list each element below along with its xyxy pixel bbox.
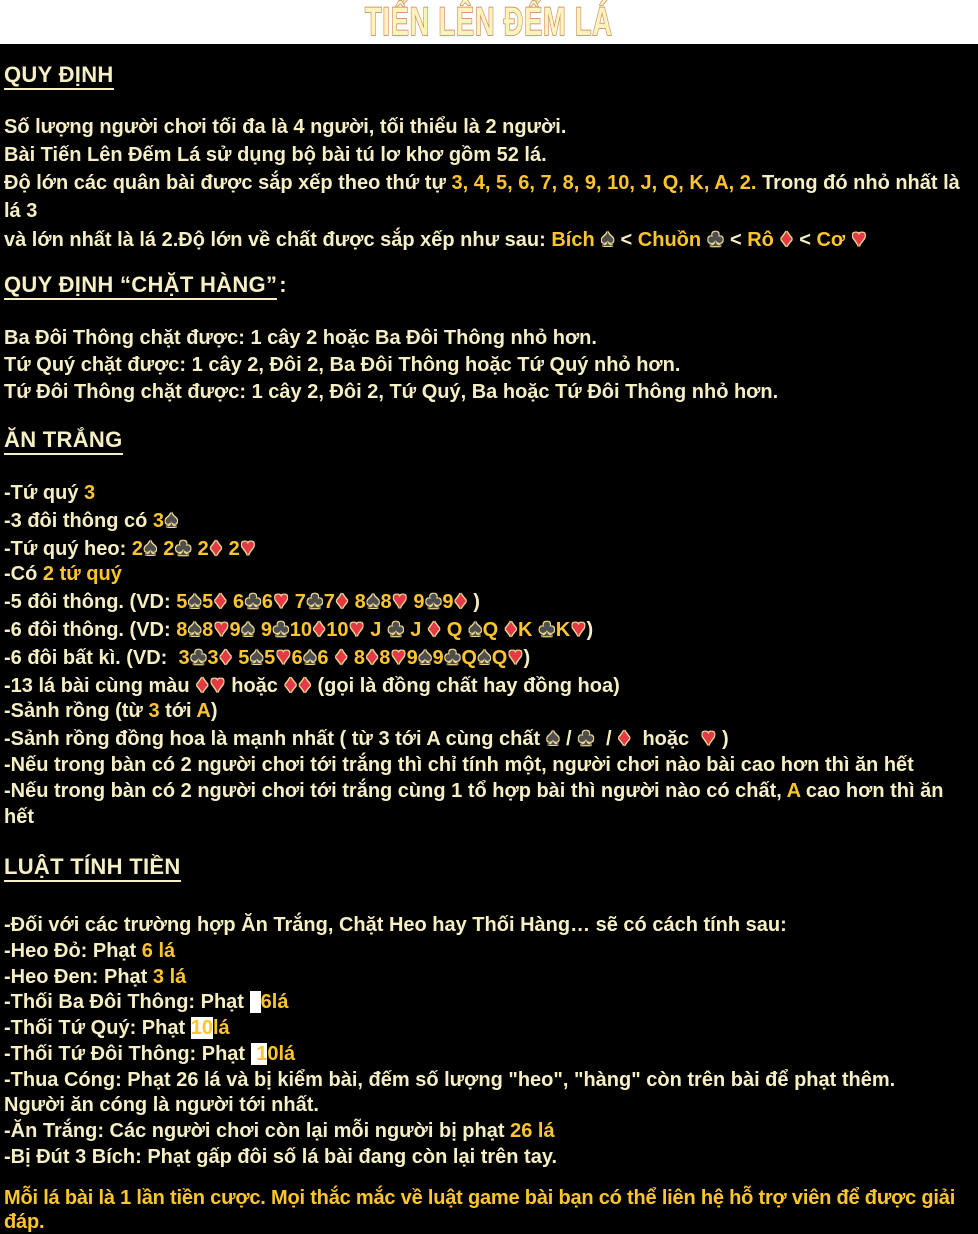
spade-icon: ♠ <box>250 642 264 670</box>
text-run: -Đối với các trường hợp Ăn Trắng, Chặt Heo hay Thối Hàng… sẽ có cách tính sau: <box>4 914 787 937</box>
heart-icon: ♥ <box>214 614 229 642</box>
text-run: -Heo Đỏ: Phạt <box>4 940 142 963</box>
text-run: 7 <box>289 591 306 614</box>
text-run: 5 <box>176 591 188 614</box>
heart-icon: ♥ <box>210 670 225 698</box>
text-run: K <box>555 618 571 641</box>
text-run: cao hơn thì ăn hết <box>4 779 950 828</box>
heart-icon: ♥ <box>274 587 289 615</box>
text-run: -Nếu trong bàn có 2 người chơi tới trắng cùng 1 tổ hợp bài thì người nào có chất, <box>4 779 787 802</box>
spade-icon: ♠ <box>477 642 491 670</box>
text-run: 6 lá <box>141 940 176 963</box>
text-run: 9 <box>229 618 241 641</box>
text-run: ) <box>523 646 531 669</box>
rule-line <box>4 562 978 588</box>
section-luat-tinh-tien <box>4 854 978 1170</box>
text-run: 3 <box>148 700 160 723</box>
diamond-icon: ♦ <box>219 642 232 670</box>
club-icon: ♣ <box>190 642 207 670</box>
diamond-icon: ♦ <box>366 642 379 670</box>
text-run: -Heo Đen: Phạt <box>4 965 153 988</box>
diamond-icon: ♦ <box>298 670 311 698</box>
text-run: 3 <box>152 509 164 532</box>
diamond-icon: ♦ <box>284 670 297 698</box>
text-run: 8 <box>176 618 188 641</box>
section-heading-suffix: : <box>279 272 287 297</box>
section-body <box>4 325 978 406</box>
diamond-icon: ♦ <box>504 614 518 642</box>
rule-line <box>4 1068 978 1094</box>
text-run: 10 <box>326 618 349 641</box>
highlighted-number: 10 <box>190 1017 213 1040</box>
text-run: -Tứ quý <box>4 482 85 504</box>
rule-line <box>4 535 978 563</box>
text-run: 3 <box>84 482 96 504</box>
text-run: Tứ Quý chặt được: 1 cây 2, Đôi 2, Ba Đôi Thông hoặc Tứ Quý nhỏ hơn. <box>4 354 681 376</box>
footer-note: Mỗi lá bài là 1 lần tiền cược. Mọi thắc mắc về luật game bài bạn có thể liên hệ hỗ trợ viên để được giải đáp. <box>4 1187 956 1234</box>
rule-line <box>4 352 978 379</box>
highlighted-number: 1 <box>250 1042 268 1065</box>
text-run: 5 <box>264 646 276 669</box>
text-run: Q <box>441 618 468 641</box>
section-quy-dinh-chat-hang <box>4 272 978 406</box>
text-run: J <box>364 618 387 641</box>
rule-line <box>4 481 978 507</box>
diamond-icon: ♦ <box>214 587 227 615</box>
rule-line <box>4 588 978 616</box>
text-run: Q <box>461 646 477 669</box>
text-run: lá <box>212 1017 230 1040</box>
club-icon: ♣ <box>245 587 261 615</box>
text-run: ) <box>716 728 729 751</box>
text-run: -Ăn Trắng: Các người chơi còn lại mỗi người bị phạt <box>4 1119 511 1142</box>
rule-line <box>4 1145 978 1171</box>
rule-line <box>4 1016 978 1042</box>
rule-line <box>4 779 978 831</box>
diamond-icon: ♦ <box>335 587 349 615</box>
text-run: -6 đôi bất kì. (VD: <box>4 646 179 669</box>
text-run: 8 <box>379 646 391 669</box>
spade-icon: ♠ <box>601 225 614 252</box>
section-heading-text: ĂN TRẮNG <box>4 427 123 455</box>
text-run: A <box>196 700 211 723</box>
rule-line <box>4 379 978 406</box>
text-run: Bích <box>551 229 601 251</box>
text-run: Trong đó nhỏ nhất là lá 3 <box>4 172 966 222</box>
club-icon: ♣ <box>273 614 289 642</box>
text-run: tới <box>159 700 197 723</box>
text-run: 9 <box>442 591 454 614</box>
spade-icon: ♠ <box>165 505 178 533</box>
text-run: 6 <box>227 591 245 614</box>
heart-icon: ♥ <box>701 724 716 752</box>
text-run: -Thua Cóng: Phạt 26 lá và bị kiểm bài, đếm số lượng "heo", "hàng" còn trên bài để phạt thêm. <box>4 1068 896 1091</box>
spade-icon: ♠ <box>241 614 255 642</box>
spade-icon: ♠ <box>188 587 202 615</box>
text-run: 9 <box>407 591 425 614</box>
text-run: (gọi là đồng chất hay đồng hoa) <box>311 674 620 697</box>
title-band <box>0 0 978 44</box>
heart-icon: ♥ <box>392 587 407 615</box>
rule-line <box>4 725 978 753</box>
club-icon: ♣ <box>539 614 555 642</box>
club-icon: ♣ <box>578 724 594 752</box>
spade-icon: ♠ <box>143 533 157 561</box>
rule-line <box>4 699 978 725</box>
text-run: Ba Đôi Thông chặt được: 1 cây 2 hoặc Ba Đôi Thông nhỏ hơn. <box>4 327 597 349</box>
diamond-icon: ♦ <box>780 225 793 252</box>
club-icon: ♣ <box>444 642 461 670</box>
text-run: 6 <box>317 646 335 669</box>
rule-line <box>4 225 978 254</box>
text-run: 10 <box>289 618 312 641</box>
spade-icon: ♠ <box>546 724 560 752</box>
text-run: J <box>404 618 427 641</box>
club-icon: ♣ <box>707 225 724 252</box>
text-run: -Thối Tứ Quý: Phạt <box>4 1017 191 1040</box>
text-run: < <box>793 229 817 251</box>
text-run: < <box>724 229 748 251</box>
heart-icon: ♥ <box>571 614 586 642</box>
text-run: 5 <box>232 646 250 669</box>
spade-icon: ♠ <box>366 587 380 615</box>
text-run: 8 <box>349 591 366 614</box>
diamond-icon: ♦ <box>428 614 441 642</box>
rules-content <box>0 62 978 1170</box>
highlight-box <box>250 991 261 1013</box>
heart-icon: ♥ <box>276 642 291 670</box>
text-run: 3 <box>207 646 219 669</box>
game-title: TIẾN LÊN ĐẾM LÁ <box>365 0 613 45</box>
text-run: < <box>614 229 638 251</box>
heart-icon: ♥ <box>508 642 523 670</box>
section-body <box>4 913 978 1170</box>
text-run: Chuồn <box>637 229 707 251</box>
text-run: ) <box>586 618 594 641</box>
text-run: -Nếu trong bàn có 2 người chơi tới trắng thì chỉ tính một, người chơi nào bài cao hơn thì ăn hết <box>4 753 914 776</box>
text-run: 9 <box>432 646 444 669</box>
text-run: Q <box>491 646 508 669</box>
spade-icon: ♠ <box>188 614 202 642</box>
text-run: K <box>518 618 539 641</box>
section-heading <box>4 427 978 453</box>
rule-line <box>4 325 978 352</box>
text-run: Độ lớn các quân bài được sắp xếp theo thứ tự <box>4 172 452 194</box>
text-run: 3 lá <box>152 965 187 988</box>
text-run: 5 <box>202 591 214 614</box>
rule-line <box>4 753 978 779</box>
section-heading-text: QUY ĐỊNH “CHẶT HÀNG” <box>4 272 277 300</box>
rule-line <box>4 169 978 225</box>
text-run: 6 <box>261 591 273 614</box>
text-run: 9 <box>406 646 418 669</box>
rule-line <box>4 1042 978 1068</box>
rule-line <box>4 1093 978 1119</box>
text-run: 8 <box>202 618 214 641</box>
text-run: Bài Tiến Lên Đếm Lá sử dụng bộ bài tú lơ khơ gồm 52 lá. <box>4 144 547 166</box>
text-run: / <box>594 728 618 751</box>
rule-line <box>4 113 978 141</box>
text-run: hoặc <box>631 728 701 751</box>
diamond-icon: ♦ <box>454 587 467 615</box>
text-run: Tứ Đôi Thông chặt được: 1 cây 2, Đôi 2, Tứ Quý, Ba hoặc Tứ Đôi Thông nhỏ hơn. <box>4 381 779 403</box>
text-run: 2 <box>192 537 209 560</box>
text-run: 2 <box>157 537 175 560</box>
diamond-icon: ♦ <box>313 614 326 642</box>
rule-line <box>4 141 978 169</box>
club-icon: ♣ <box>306 587 323 615</box>
rule-line <box>4 913 978 939</box>
heart-icon: ♥ <box>391 642 406 670</box>
text-run: -13 lá bài cùng màu <box>4 674 196 697</box>
text-run: -5 đôi thông. (VD: <box>4 591 177 614</box>
text-run: và lớn nhất là lá 2.Độ lớn về chất được sắp xếp như sau: <box>4 229 552 251</box>
text-run: 9 <box>255 618 272 641</box>
section-quy-dinh <box>4 62 978 254</box>
section-heading-text: QUY ĐỊNH <box>4 62 114 90</box>
text-run: Số lượng người chơi tối đa là 4 người, tối thiểu là 2 người. <box>4 116 567 138</box>
heart-icon: ♥ <box>240 533 255 561</box>
rule-line <box>4 616 978 644</box>
section-an-trang <box>4 427 978 830</box>
section-body <box>4 481 978 830</box>
text-run: 2 <box>223 537 240 560</box>
text-run: -6 đôi thông. (VD: <box>4 618 177 641</box>
rule-line <box>4 1119 978 1145</box>
text-run: / <box>560 728 578 751</box>
text-run: 6 <box>291 646 303 669</box>
text-run: -Tứ quý heo: <box>4 537 132 560</box>
diamond-icon: ♦ <box>618 724 631 752</box>
diamond-icon: ♦ <box>209 533 223 561</box>
text-run: Cơ <box>816 229 851 251</box>
text-run: -3 đôi thông có <box>4 509 153 532</box>
text-run: -Có <box>4 563 43 586</box>
club-icon: ♣ <box>388 614 404 642</box>
text-run: ) <box>210 700 218 723</box>
section-heading <box>4 62 978 88</box>
rule-line <box>4 644 978 672</box>
text-run: -Thối Ba Đôi Thông: Phạt <box>4 991 250 1014</box>
text-run: 26 lá <box>510 1119 555 1142</box>
text-run: Người ăn cóng là người tới nhất. <box>4 1094 319 1117</box>
spade-icon: ♠ <box>468 614 482 642</box>
text-run: 8 <box>380 591 392 614</box>
text-run: ) <box>467 591 480 614</box>
text-run: 2 <box>131 537 143 560</box>
text-run: hoặc <box>225 674 284 697</box>
text-run: 2 tứ quý <box>42 563 122 586</box>
text-run: A <box>786 779 801 802</box>
text-run: -Sảnh rồng đồng hoa là mạnh nhất ( từ 3 tới A cùng chất <box>4 728 546 751</box>
text-run: 3, 4, 5, 6, 7, 8, 9, 10, J, Q, K, A, 2. <box>451 172 757 194</box>
text-run: -Bị Đút 3 Bích: Phạt gấp đôi số lá bài đang còn lại trên tay. <box>4 1145 558 1168</box>
section-body <box>4 113 978 254</box>
rule-line <box>4 990 978 1016</box>
section-heading-text: LUẬT TÍNH TIỀN <box>4 854 181 882</box>
diamond-icon: ♦ <box>196 670 209 698</box>
diamond-icon: ♦ <box>335 642 348 670</box>
club-icon: ♣ <box>425 587 442 615</box>
rule-line <box>4 939 978 965</box>
heart-icon: ♥ <box>349 614 364 642</box>
club-icon: ♣ <box>175 533 192 561</box>
text-run: 3 <box>178 646 190 669</box>
section-heading <box>4 272 978 298</box>
spade-icon: ♠ <box>303 642 317 670</box>
text-run: Q <box>482 618 504 641</box>
text-run: 0lá <box>267 1042 296 1065</box>
text-run: 6lá <box>260 991 289 1014</box>
text-run: 7 <box>323 591 335 614</box>
text-run: -Sảnh rồng (từ <box>4 700 149 723</box>
text-run: 8 <box>348 646 366 669</box>
rule-line <box>4 965 978 991</box>
heart-icon: ♥ <box>851 225 866 252</box>
rule-line <box>4 672 978 700</box>
spade-icon: ♠ <box>418 642 432 670</box>
text-run: Rô <box>747 229 780 251</box>
section-heading <box>4 854 978 880</box>
rule-line <box>4 507 978 535</box>
text-run: -Thối Tứ Đôi Thông: Phạt <box>4 1042 251 1065</box>
